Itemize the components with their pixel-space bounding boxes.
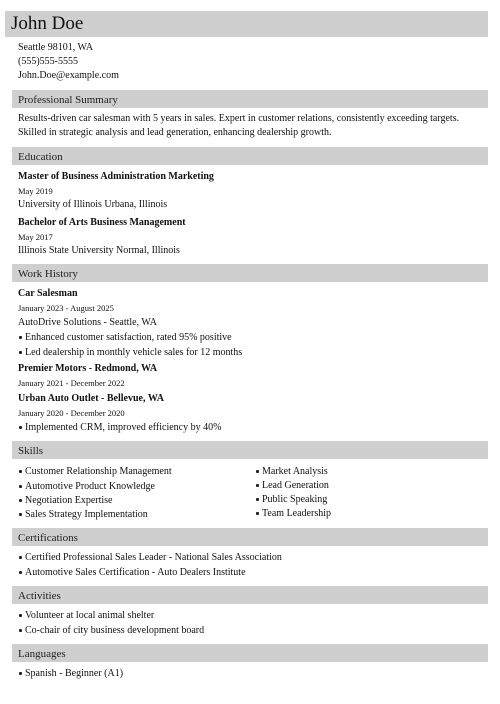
skill-item: Customer Relationship Management	[25, 466, 172, 477]
job-role: Premier Motors - Redmond, WA	[18, 363, 158, 374]
section-title: Activities	[18, 590, 61, 602]
name-header-bar	[5, 11, 488, 37]
section-header-activities	[12, 586, 488, 604]
education-date: May 2017	[18, 232, 53, 242]
section-title: Certifications	[18, 532, 78, 544]
contact-email: John.Doe@example.com	[18, 70, 119, 81]
education-school: University of Illinois Urbana, Illinois	[18, 199, 168, 210]
section-header-education	[12, 147, 488, 165]
job-date: January 2023 - August 2025	[18, 303, 114, 313]
language-item: Spanish - Beginner (A1)	[25, 668, 124, 679]
contact-phone: (555)555-5555	[18, 56, 78, 67]
job-date: January 2021 - December 2022	[18, 378, 125, 388]
section-header-languages	[12, 644, 488, 662]
list-item: Led dealership in monthly vehicle sales for 12 months	[25, 347, 243, 358]
skill-item: Negotiation Expertise	[25, 495, 113, 506]
list-item: Enhanced customer satisfaction, rated 95% positive	[25, 332, 232, 343]
candidate-name: John Doe	[11, 13, 84, 34]
job-company: AutoDrive Solutions - Seattle, WA	[18, 317, 157, 328]
certification-item: Automotive Sales Certification - Auto Dealers Institute	[25, 567, 246, 578]
education-degree: Master of Business Administration Marketing	[18, 171, 214, 182]
section-title: Professional Summary	[18, 94, 118, 106]
certification-item: Certified Professional Sales Leader - National Sales Association	[25, 552, 282, 563]
summary-text: Results-driven car salesman with 5 years in sales. Expert in customer relations, consistently exceeding targets. Skilled in strategic analysis and lead generation, enhancing dealership growth.	[18, 113, 460, 138]
education-degree: Bachelor of Arts Business Management	[18, 217, 186, 228]
job-role: Car Salesman	[18, 288, 78, 299]
section-title: Skills	[18, 445, 44, 457]
skill-item: Lead Generation	[262, 480, 329, 491]
section-header-work-history	[12, 264, 488, 282]
activity-item: Volunteer at local animal shelter	[25, 610, 155, 621]
section-title: Languages	[18, 648, 66, 660]
skill-item: Automotive Product Knowledge	[25, 481, 155, 492]
activity-item: Co-chair of city business development board	[25, 625, 205, 636]
contact-address: Seattle 98101, WA	[18, 42, 94, 53]
skill-item: Team Leadership	[262, 508, 331, 519]
skill-item: Public Speaking	[262, 494, 328, 505]
section-header-certifications	[12, 528, 488, 546]
job-date: January 2020 - December 2020	[18, 408, 125, 418]
list-item: Implemented CRM, improved efficiency by 40%	[25, 422, 222, 433]
section-header-skills	[12, 441, 488, 459]
job-role: Urban Auto Outlet - Bellevue, WA	[18, 393, 164, 404]
skill-item: Sales Strategy Implementation	[25, 509, 148, 520]
education-school: Illinois State University Normal, Illinois	[18, 245, 180, 256]
section-header-summary	[12, 90, 488, 108]
skill-item: Market Analysis	[262, 466, 328, 477]
education-date: May 2019	[18, 186, 53, 196]
section-title: Work History	[18, 268, 78, 280]
section-title: Education	[18, 151, 63, 163]
